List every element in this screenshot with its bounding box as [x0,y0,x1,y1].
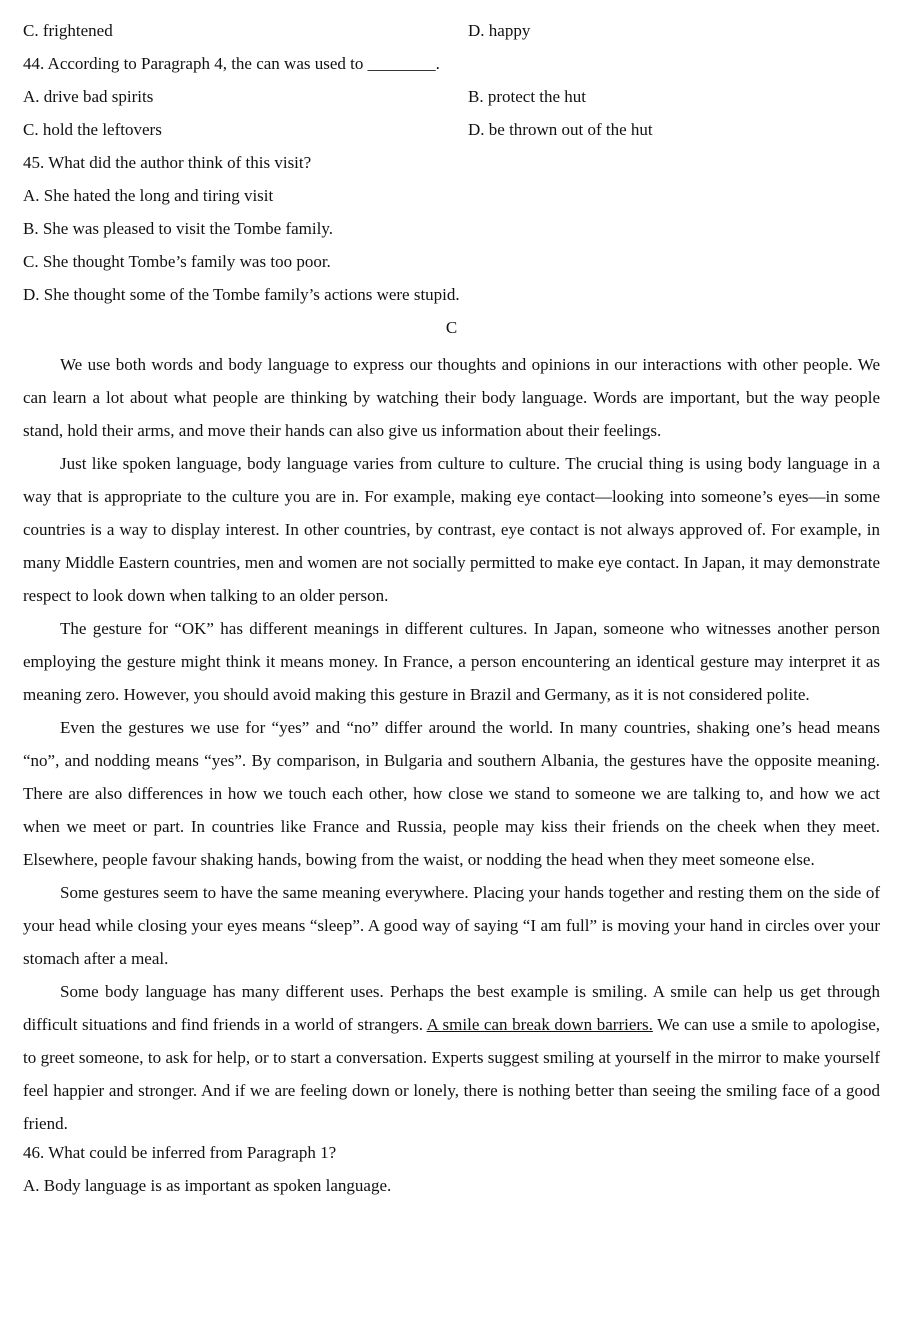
q45-option-b: B. She was pleased to visit the Tombe family. [23,219,333,238]
q45-option-a: A. She hated the long and tiring visit [23,186,274,205]
q44-options-row-cd [23,117,880,150]
passage-paragraph-1: We use both words and body language to express our thoughts and opinions in our interactions with other people. We can learn a lot about what people are thinking by watching their body language. Words are important, but the way people stand, hold their arms, and move their hands can also give us information about their feelings. [23,355,880,440]
q46-option-a: A. Body language is as important as spoken language. [23,1176,392,1195]
passage-paragraph-2: Just like spoken language, body language varies from culture to culture. The crucial thing is using body language in a way that is appropriate to the culture you are in. For example, making eye contact—looking into someone’s eyes—in some countries is a way to display interest. In other countries, by contrast, eye contact is not always approved of. For example, in many Middle Eastern countries, men and women are not socially permitted to make eye contact. In Japan, it may demonstrate respect to look down when talking to an older person. [23,454,880,605]
q44-option-d: D. be thrown out of the hut [468,120,653,139]
paragraph-6-text-after: We can use a smile to apologise, to greet someone, to ask for help, or to start a conversation. Experts suggest smiling at yourself in the mirror to make yourself feel happier and stronger. And if we are feeling down or lonely, there is nothing better than seeing the smiling face of a good friend. [23,1015,881,1133]
q46-stem: 46. What could be inferred from Paragraph 1? [23,1143,337,1162]
exam-page [23,18,880,1206]
underlined-sentence: A smile can break down barriers. [426,1015,653,1034]
paragraph-6-text-before: Some body language has many different uses. Perhaps the best example is smiling. A smile can help us get through difficult situations and find friends in a world of strangers. [23,982,880,1034]
q44-option-a: A. drive bad spirits [23,87,154,106]
q44-options-row-ab [23,84,880,117]
passage-paragraph-5: Some gestures seem to have the same meaning everywhere. Placing your hands together and resting them on the side of your head while closing your eyes means “sleep”. A good way of saying “I am full” is moving your hand in circles over your stomach after a meal. [23,883,880,968]
q43-option-d: D. happy [468,21,531,40]
q45-stem: 45. What did the author think of this visit? [23,153,312,172]
section-heading: C [445,318,458,337]
q44-option-c: C. hold the leftovers [23,120,162,139]
passage-paragraph-4: Even the gestures we use for “yes” and “no” differ around the world. In many countries, shaking one’s head means “no”, and nodding means “yes”. By comparison, in Bulgaria and southern Albania, the gestures have the opposite meaning. There are also differences in how we touch each other, how close we stand to someone we are talking to, and how we act when we meet or part. In countries like France and Russia, people may kiss their friends on the cheek when they meet. Elsewhere, people favour shaking hands, bowing from the waist, or nodding the head when they meet someone else. [23,718,880,869]
passage-paragraph-3: The gesture for “OK” has different meanings in different cultures. In Japan, someone who witnesses another person employing the gesture might think it means money. In France, a person encountering an identical gesture may interpret it as meaning zero. However, you should avoid making this gesture in Brazil and Germany, as it is not considered polite. [23,619,880,704]
q44-stem: 44. According to Paragraph 4, the can was used to ________. [23,54,440,73]
q43-option-c: C. frightened [23,21,113,40]
q43-options-row-cd [23,18,880,51]
passage-paragraph-6 [23,975,880,1140]
q45-option-c: C. She thought Tombe’s family was too poor. [23,252,331,271]
q45-option-d: D. She thought some of the Tombe family’s actions were stupid. [23,285,460,304]
q44-option-b: B. protect the hut [468,87,587,106]
